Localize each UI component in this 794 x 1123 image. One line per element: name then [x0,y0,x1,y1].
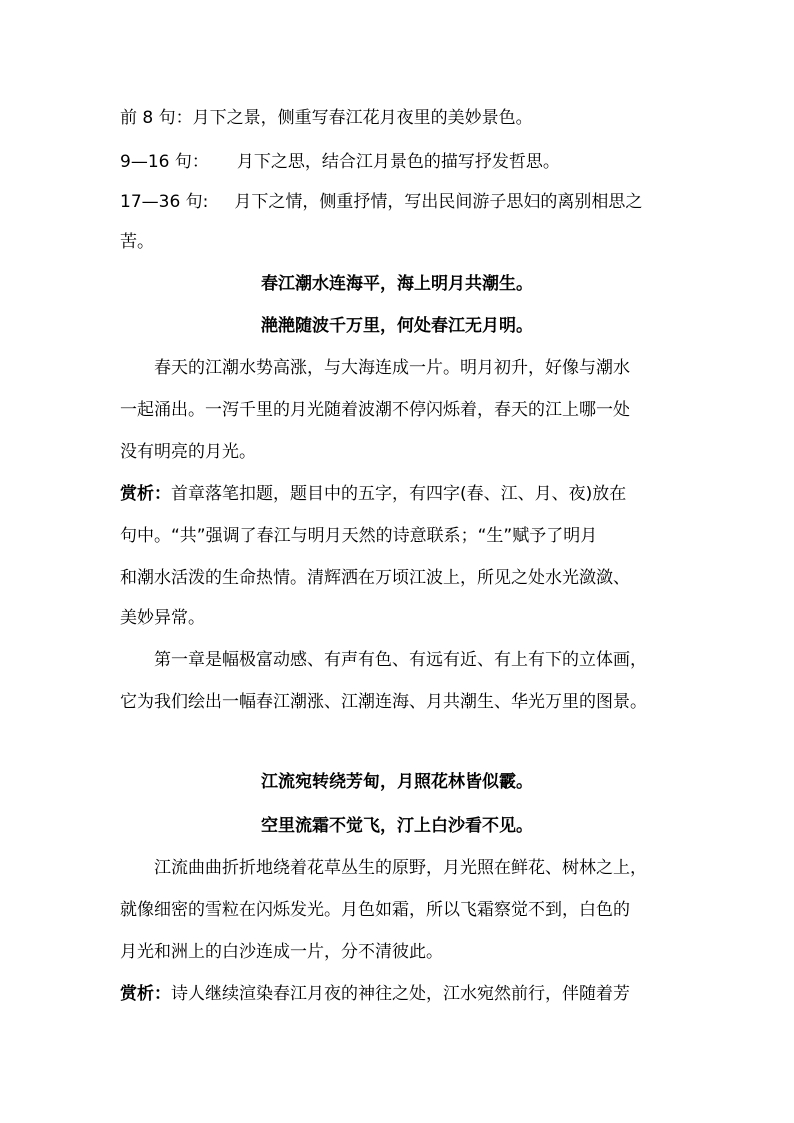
analysis-paragraph [120,482,680,506]
outline-text: 月下之思，结合江月景色的描写抒发哲思。 [236,152,560,172]
outline-item-2 [120,150,680,174]
summary-line: 它为我们绘出一幅春江潮涨、江潮连海、月共潮生、华光万里的图景。 [120,692,647,712]
outline-item-3-continued: 苦。 [120,232,154,252]
outline-label: 9—16 句： [120,152,209,172]
summary-line: 第一章是幅极富动感、有声有色、有远有近、有上有下的立体画， [154,650,647,670]
analysis-label: 赏析： [120,484,171,504]
outline-text: 月下之情，侧重抒情，写出民间游子思妇的离别相思之 [234,192,643,212]
analysis-line: 美妙异常。 [120,608,205,628]
analysis-text: 诗人继续渲染春江月夜的神往之处，江水宛然前行，伴随着芳 [171,984,630,1004]
translation-line: 月光和洲上的白沙连成一片，分不清彼此。 [120,942,443,962]
outline-item-3 [120,190,680,214]
translation-line: 春天的江潮水势高涨，与大海连成一片。明月初升，好像与潮水 [154,358,630,378]
translation-line: 江流曲曲折折地绕着花草丛生的原野，月光照在鲜花、树林之上， [154,858,647,878]
verse-line-2: 滟滟随波千万里，何处春江无月明。 [261,316,533,336]
verse-line-4: 空里流霜不觉飞，汀上白沙看不见。 [261,816,533,836]
outline-label: 17—36 句: [120,192,209,212]
translation-line: 没有明亮的月光。 [120,442,256,462]
analysis-paragraph [120,982,680,1006]
verse-line-1: 春江潮水连海平，海上明月共潮生。 [261,274,533,294]
analysis-line: 句中。“共”强调了春江与明月天然的诗意联系；“生”赋予了明月 [120,526,598,546]
outline-text: 月下之景，侧重写春江花月夜里的美妙景色。 [192,108,533,128]
translation-line: 就像细密的雪粒在闪烁发光。月色如霜，所以飞霜察觉不到，白色的 [120,900,630,920]
verse-line-3: 江流宛转绕芳甸，月照花林皆似霰。 [261,772,533,792]
analysis-label: 赏析： [120,984,171,1004]
outline-item-1 [120,106,680,130]
analysis-text: 首章落笔扣题，题目中的五字，有四字(春、江、月、夜)放在 [171,484,627,504]
analysis-line: 和潮水活泼的生命热情。清辉洒在万顷江波上，所见之处水光潋潋、 [120,568,630,588]
outline-label: 前 8 句： [120,108,193,128]
translation-line: 一起涌出。一泻千里的月光随着波潮不停闪烁着，春天的江上哪一处 [120,400,630,420]
